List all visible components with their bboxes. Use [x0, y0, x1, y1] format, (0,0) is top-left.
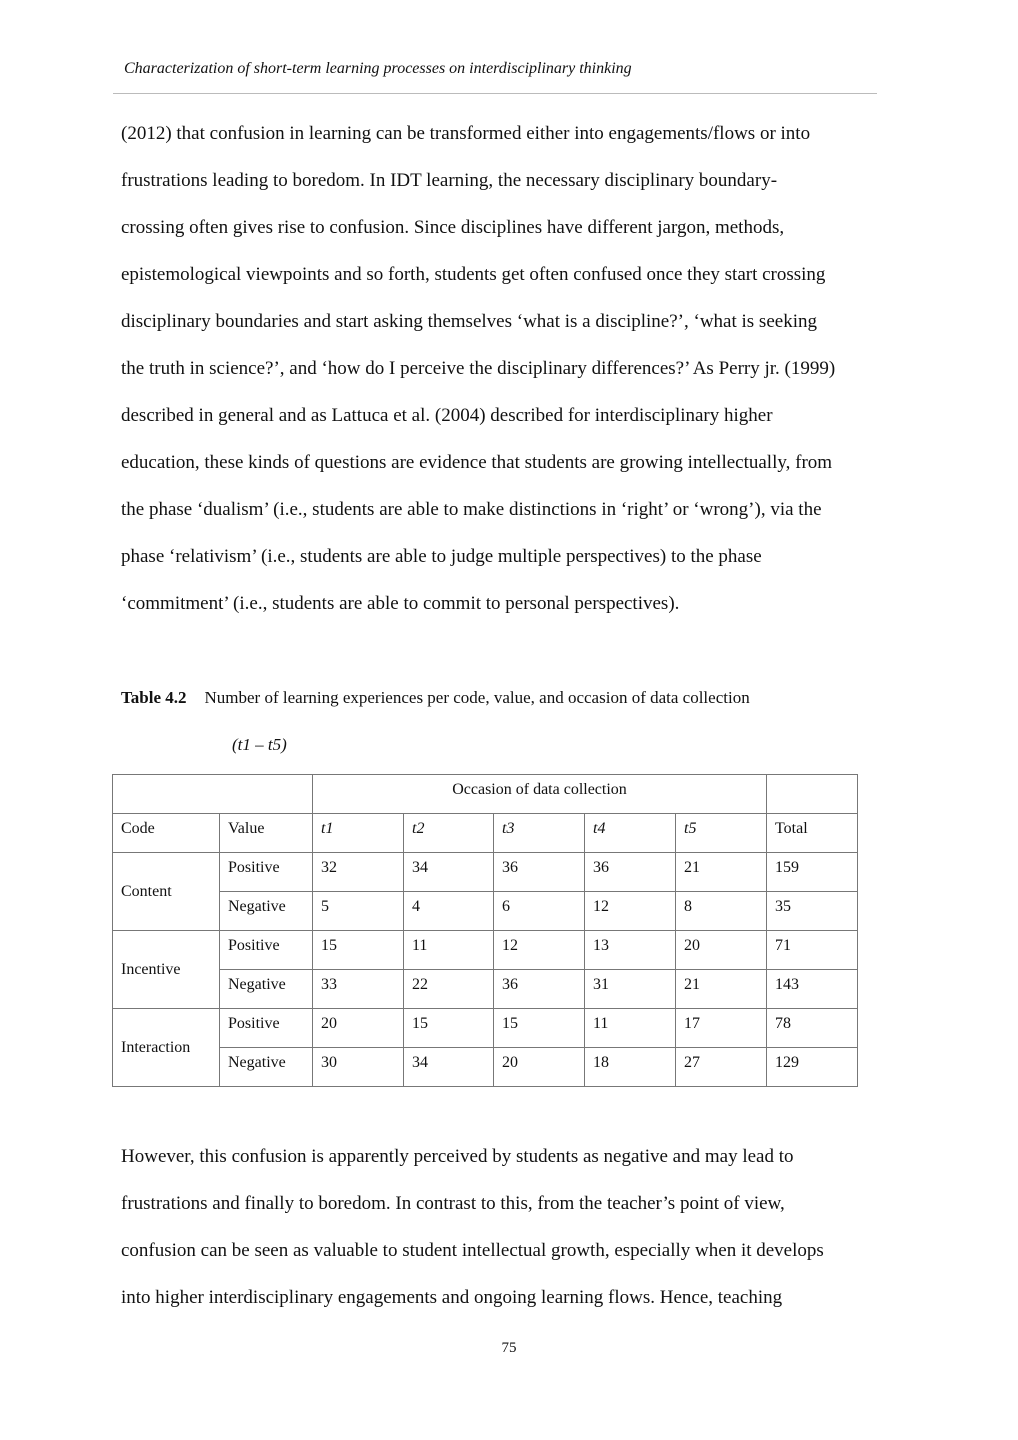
table-cell: 13	[585, 931, 676, 970]
data-table	[112, 774, 858, 1087]
table-cell	[113, 775, 313, 814]
table-cell: 6	[494, 892, 585, 931]
table-cell: 15	[313, 931, 404, 970]
table-cell: 11	[585, 1009, 676, 1048]
table-cell: 31	[585, 970, 676, 1009]
column-header: Value	[220, 814, 313, 853]
table-row	[113, 853, 858, 892]
table-cell: Positive	[220, 1009, 313, 1048]
header-rule	[113, 93, 877, 94]
table-cell: 21	[676, 853, 767, 892]
column-header: t5	[676, 814, 767, 853]
table-header-row	[113, 775, 858, 814]
code-cell: Interaction	[113, 1009, 220, 1087]
table-caption	[121, 688, 750, 708]
table-caption-range: (t1 – t5)	[232, 735, 287, 754]
code-cell: Content	[113, 853, 220, 931]
table-row	[113, 1009, 858, 1048]
table-cell: 143	[767, 970, 858, 1009]
table-cell: Negative	[220, 1048, 313, 1087]
table-cell: 20	[676, 931, 767, 970]
column-header: t2	[404, 814, 494, 853]
table-cell: 33	[313, 970, 404, 1009]
table-label: Table 4.2	[121, 688, 187, 707]
table-cell: 36	[494, 853, 585, 892]
table-cell: 36	[494, 970, 585, 1009]
text-line: frustrations and finally to boredom. In contrast to this, from the teacher’s point of view,	[121, 1193, 785, 1214]
table-cell: Negative	[220, 892, 313, 931]
text-line: epistemological viewpoints and so forth, students get often confused once they start crossing	[121, 264, 826, 285]
table-cell: 20	[494, 1048, 585, 1087]
table-row	[113, 892, 858, 931]
text-line: confusion can be seen as valuable to student intellectual growth, especially when it develops	[121, 1240, 824, 1261]
text-line: (2012) that confusion in learning can be transformed either into engagements/flows or into	[121, 123, 811, 144]
column-header: Code	[113, 814, 220, 853]
text-line: However, this confusion is apparently perceived by students as negative and may lead to	[121, 1146, 794, 1167]
table-cell: 20	[313, 1009, 404, 1048]
table-cell	[767, 775, 858, 814]
text-line: disciplinary boundaries and start asking themselves ‘what is a discipline?’, ‘what is seeking	[121, 311, 817, 332]
table-cell: 4	[404, 892, 494, 931]
table-row	[113, 931, 858, 970]
text-line: into higher interdisciplinary engagements and ongoing learning flows. Hence, teaching	[121, 1287, 783, 1308]
table-cell: 30	[313, 1048, 404, 1087]
table-cell: Positive	[220, 931, 313, 970]
table-cell: 34	[404, 853, 494, 892]
table-cell: 36	[585, 853, 676, 892]
column-header: t1	[313, 814, 404, 853]
text-line: ‘commitment’ (i.e., students are able to commit to personal perspectives).	[121, 593, 680, 614]
table-cell: 129	[767, 1048, 858, 1087]
table-cell: 21	[676, 970, 767, 1009]
table-cell: 32	[313, 853, 404, 892]
table-cell: 15	[494, 1009, 585, 1048]
table-cell: 35	[767, 892, 858, 931]
page-number: 75	[501, 1340, 517, 1356]
paragraph-2	[121, 1133, 911, 1321]
text-line: the truth in science?’, and ‘how do I perceive the disciplinary differences?’ As Perry jr. (1999)	[121, 358, 836, 379]
table-cell: 11	[404, 931, 494, 970]
table-cell: 78	[767, 1009, 858, 1048]
column-header: t3	[494, 814, 585, 853]
table-cell: 71	[767, 931, 858, 970]
table-cell: 8	[676, 892, 767, 931]
table-cell: 15	[404, 1009, 494, 1048]
table-cell: 34	[404, 1048, 494, 1087]
table-cell: 12	[494, 931, 585, 970]
table-cell: Negative	[220, 970, 313, 1009]
text-line: described in general and as Lattuca et al. (2004) described for interdisciplinary higher	[121, 405, 773, 426]
group-header: Occasion of data collection	[313, 775, 767, 814]
table-cell: 22	[404, 970, 494, 1009]
column-header: t4	[585, 814, 676, 853]
table-row	[113, 970, 858, 1009]
table-cell: 159	[767, 853, 858, 892]
table-cell: 17	[676, 1009, 767, 1048]
column-header: Total	[767, 814, 858, 853]
table-cell: 27	[676, 1048, 767, 1087]
table-cell: 18	[585, 1048, 676, 1087]
table-cell: Positive	[220, 853, 313, 892]
table-caption-text: Number of learning experiences per code, value, and occasion of data collection	[204, 688, 750, 707]
code-cell: Incentive	[113, 931, 220, 1009]
table-cell: 12	[585, 892, 676, 931]
table-row	[113, 1048, 858, 1087]
table-header-row	[113, 814, 858, 853]
text-line: frustrations leading to boredom. In IDT learning, the necessary disciplinary boundary-	[121, 170, 778, 191]
text-line: crossing often gives rise to confusion. Since disciplines have different jargon, methods,	[121, 217, 785, 238]
text-line: education, these kinds of questions are evidence that students are growing intellectually, from	[121, 452, 833, 473]
text-line: the phase ‘dualism’ (i.e., students are able to make distinctions in ‘right’ or ‘wrong’), via the	[121, 499, 822, 520]
text-line: phase ‘relativism’ (i.e., students are able to judge multiple perspectives) to the phase	[121, 546, 762, 567]
paragraph-1	[121, 110, 911, 627]
running-header: Characterization of short-term learning processes on interdisciplinary thinking	[124, 60, 632, 77]
table-cell: 5	[313, 892, 404, 931]
